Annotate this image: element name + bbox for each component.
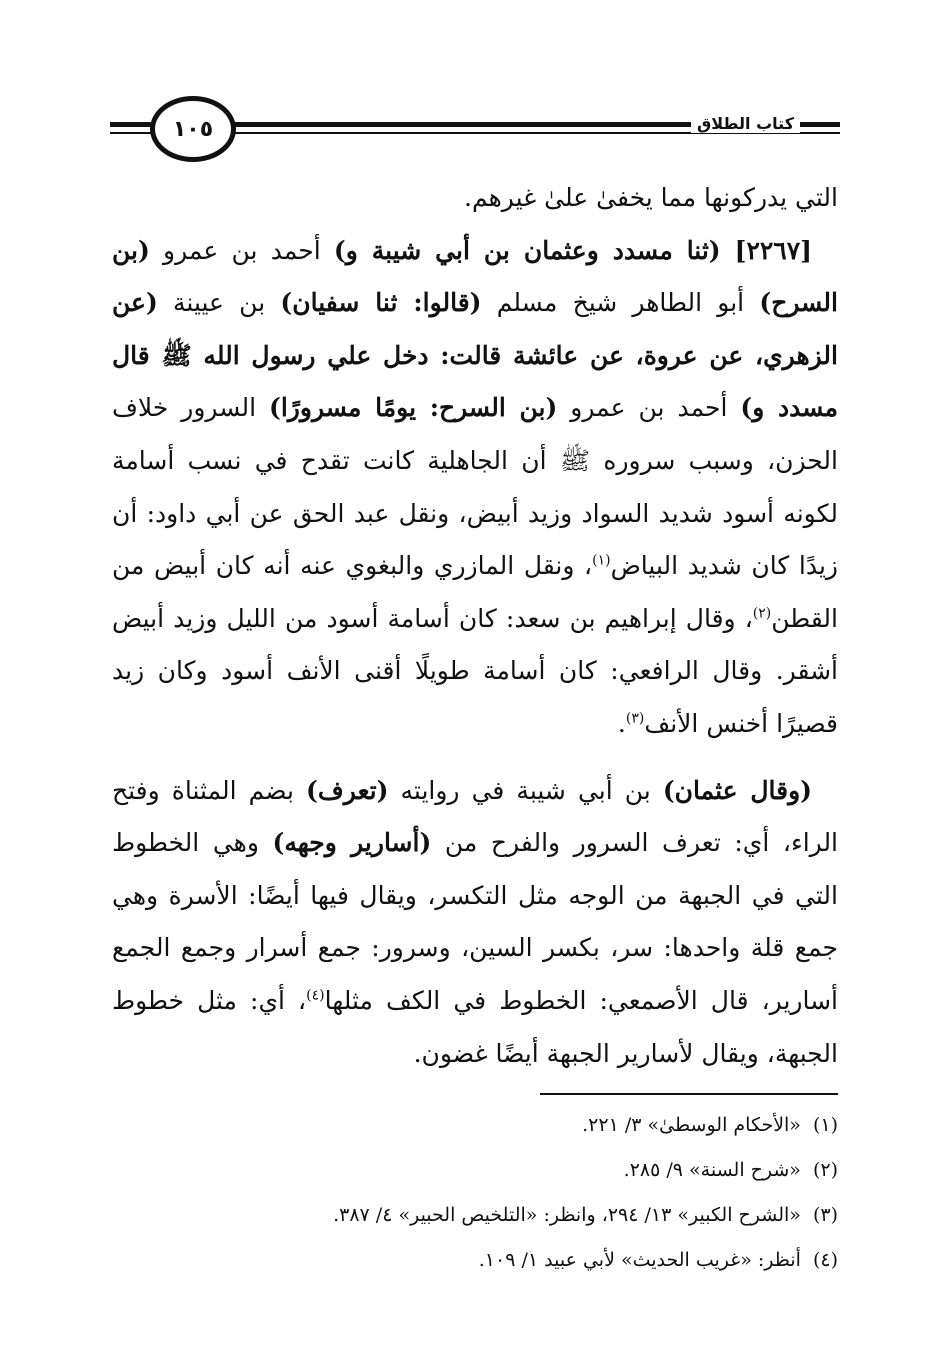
commentary-segment: السرور خلاف الحزن، وسبب سروره ﷺ أن الجاهلية كانت تقدح في نسب أسامة لكونه أسود شديد السواد وزيد أبيض، ونقل عبد الحق عن أبي داود: أن زيدًا كان شديد البياض [112, 393, 838, 581]
matn-segment: (عن الزهري، عن عروة، عن عائشة قالت: دخل علي رسول الله ﷺ قال مسدد و) [112, 288, 838, 423]
commentary-segment: ، أي: مثل خطوط الجبهة، ويقال لأسارير الجبهة أيضًا غضون. [112, 985, 838, 1068]
main-text [112, 172, 838, 1080]
paragraph-continuation: التي يدركونها مما يخفىٰ علىٰ غيرهم. [464, 183, 838, 212]
paragraph-hadith-2267 [112, 225, 838, 751]
matn-segment: (أسارير وجهه) [272, 828, 432, 858]
commentary-segment: وهي الخطوط التي في الجبهة من الوجه مثل التكسر، ويقال فيها أيضًا: الأسرة وهي جمع قلة واحدها: سر، بكسر السين، وسرور: جمع أسرار وجمع الجمع أسارير، قال الأصمعي: الخطوط في الكف مثلها [112, 828, 839, 1015]
matn-segment: (قالوا: ثنا سفيان) [280, 288, 482, 318]
commentary-segment: أحمد بن عمرو [557, 393, 741, 423]
footnote-number: (٢) [812, 1159, 838, 1181]
page-header [110, 96, 840, 166]
matn-segment: (بن السرح) [112, 235, 838, 318]
commentary-segment: أبو الطاهر شيخ مسلم [481, 288, 760, 318]
footnote-3 [238, 1193, 838, 1238]
commentary-segment: أحمد بن عمرو [149, 235, 334, 265]
footnotes [238, 1103, 838, 1283]
commentary-segment: ، وقال إبراهيم بن سعد: كان أسامة أسود من الليل وزيد أبيض أشقر. وقال الرافعي: كان أسامة طويلًا أقنى الأنف أسود وكان زيد قصيرًا أخنس الأنف [112, 603, 838, 738]
paragraph-usman-riwaya [112, 765, 838, 1081]
footnote-1 [238, 1103, 838, 1148]
footnote-ref-1[interactable]: (١) [592, 552, 611, 569]
footnote-ref-4[interactable]: (٤) [306, 987, 325, 1004]
commentary-segment: بن أبي شيبة في روايته [388, 775, 663, 805]
footnote-text: «الأحكام الوسطىٰ» ٣/ ٢٢١. [582, 1114, 801, 1136]
footnote-text: أنظر: «غريب الحديث» لأبي عبيد ١/ ١٠٩. [478, 1249, 801, 1271]
matn-segment: [٢٢٦٧] (ثنا مسدد وعثمان بن أبي شيبة و) [333, 235, 812, 265]
footnote-ref-3[interactable]: (٣) [625, 710, 645, 727]
footnote-number: (٣) [812, 1204, 838, 1226]
footnote-text: «الشرح الكبير» ١٣/ ٢٩٤، وانظر: «التلخيص الحبير» ٤/ ٣٨٧. [333, 1204, 801, 1226]
commentary-segment: ، ونقل المازري والبغوي عنه أنه كان أبيض من القطن [112, 551, 838, 633]
footnote-number: (١) [812, 1114, 838, 1136]
matn-segment: (بن السرح: يومًا مسرورًا) [269, 393, 558, 423]
matn-segment: (وقال عثمان) [662, 775, 813, 805]
commentary-segment: . [617, 708, 626, 738]
commentary-segment: بضم المثناة وفتح الراء، أي: تعرف السرور والفرح من [112, 775, 839, 858]
footnote-text: «شرح السنة» ٩/ ٢٨٥. [623, 1159, 801, 1181]
footnote-number: (٤) [812, 1249, 838, 1271]
running-title: كتاب الطلاق [691, 114, 800, 133]
footnote-2 [238, 1148, 838, 1193]
footnote-4 [238, 1238, 838, 1283]
footnote-ref-2[interactable]: (٢) [752, 605, 772, 622]
page-number [150, 96, 236, 162]
footnote-separator [540, 1093, 838, 1095]
commentary-segment: بن عيينة [157, 288, 281, 318]
matn-segment: (تعرف) [306, 775, 389, 805]
page-number-text: ١٠٥ [172, 116, 214, 142]
